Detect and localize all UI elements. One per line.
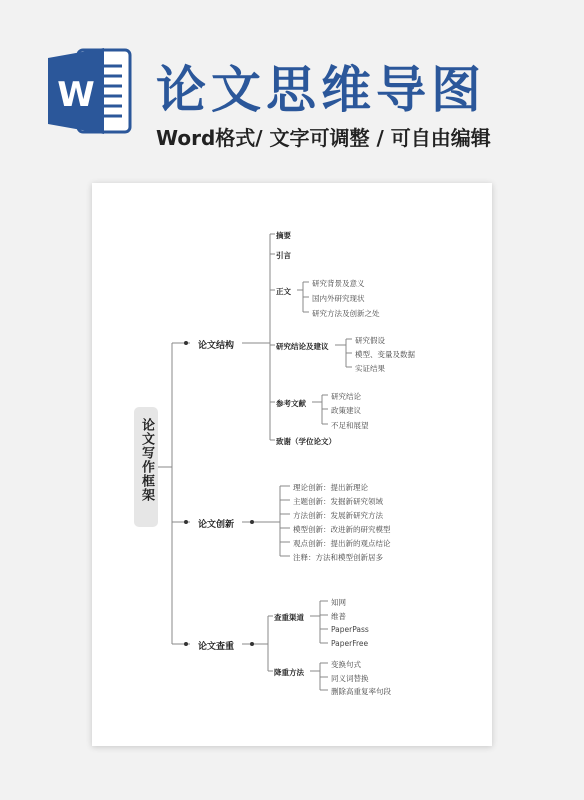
- leaf-item: 实证结果: [355, 364, 385, 373]
- leaf-item: 注释：方法和模型创新居多: [293, 553, 383, 562]
- leaf-item: PaperPass: [331, 625, 369, 634]
- leaf-item: 知网: [331, 598, 346, 607]
- node-abstract: 摘要: [276, 231, 291, 240]
- node-conclusion: 研究结论及建议: [276, 342, 329, 351]
- root-node-label: 论文写作框架: [139, 418, 154, 502]
- leaf-item: 理论创新：提出新理论: [293, 483, 368, 492]
- node-reduce-methods: 降重方法: [274, 668, 304, 677]
- node-references: 参考文献: [276, 399, 306, 408]
- leaf-item: 研究方法及创新之处: [312, 309, 380, 318]
- page-subtitle: Word格式/ 文字可调整 / 可自由编辑: [156, 126, 491, 150]
- leaf-item: 研究结论: [331, 392, 361, 401]
- leaf-item: 同义词替换: [331, 674, 369, 683]
- leaf-item: 方法创新：发展新研究方法: [293, 511, 383, 520]
- leaf-item: 删除高重复率句段: [331, 687, 391, 696]
- leaf-item: 主题创新：发掘新研究领域: [293, 497, 383, 506]
- leaf-item: 政策建议: [331, 406, 361, 415]
- leaf-item: 研究背景及意义: [312, 279, 365, 288]
- page-title: 论文思维导图: [156, 61, 486, 119]
- leaf-item: 研究假设: [355, 336, 385, 345]
- branch-innovation: 论文创新: [198, 520, 235, 530]
- branch-plagiarism-check: 论文查重: [198, 642, 235, 652]
- node-introduction: 引言: [276, 251, 291, 260]
- leaf-item: 变换句式: [331, 660, 361, 669]
- leaf-item: PaperFree: [331, 639, 369, 648]
- leaf-item: 模型、变量及数据: [355, 350, 415, 359]
- leaf-item: 不足和展望: [331, 421, 369, 430]
- svg-text:W: W: [57, 75, 95, 115]
- leaf-item: 观点创新：提出新的观点结论: [293, 539, 391, 548]
- node-acknowledgement: 致谢（学位论文）: [276, 437, 336, 446]
- node-check-channels: 查重渠道: [274, 613, 304, 622]
- leaf-item: 模型创新：改进新的研究模型: [293, 525, 391, 534]
- leaf-item: 维普: [331, 612, 346, 621]
- leaf-item: 国内外研究现状: [312, 294, 365, 303]
- node-main-body: 正文: [276, 287, 291, 296]
- branch-structure: 论文结构: [198, 341, 235, 351]
